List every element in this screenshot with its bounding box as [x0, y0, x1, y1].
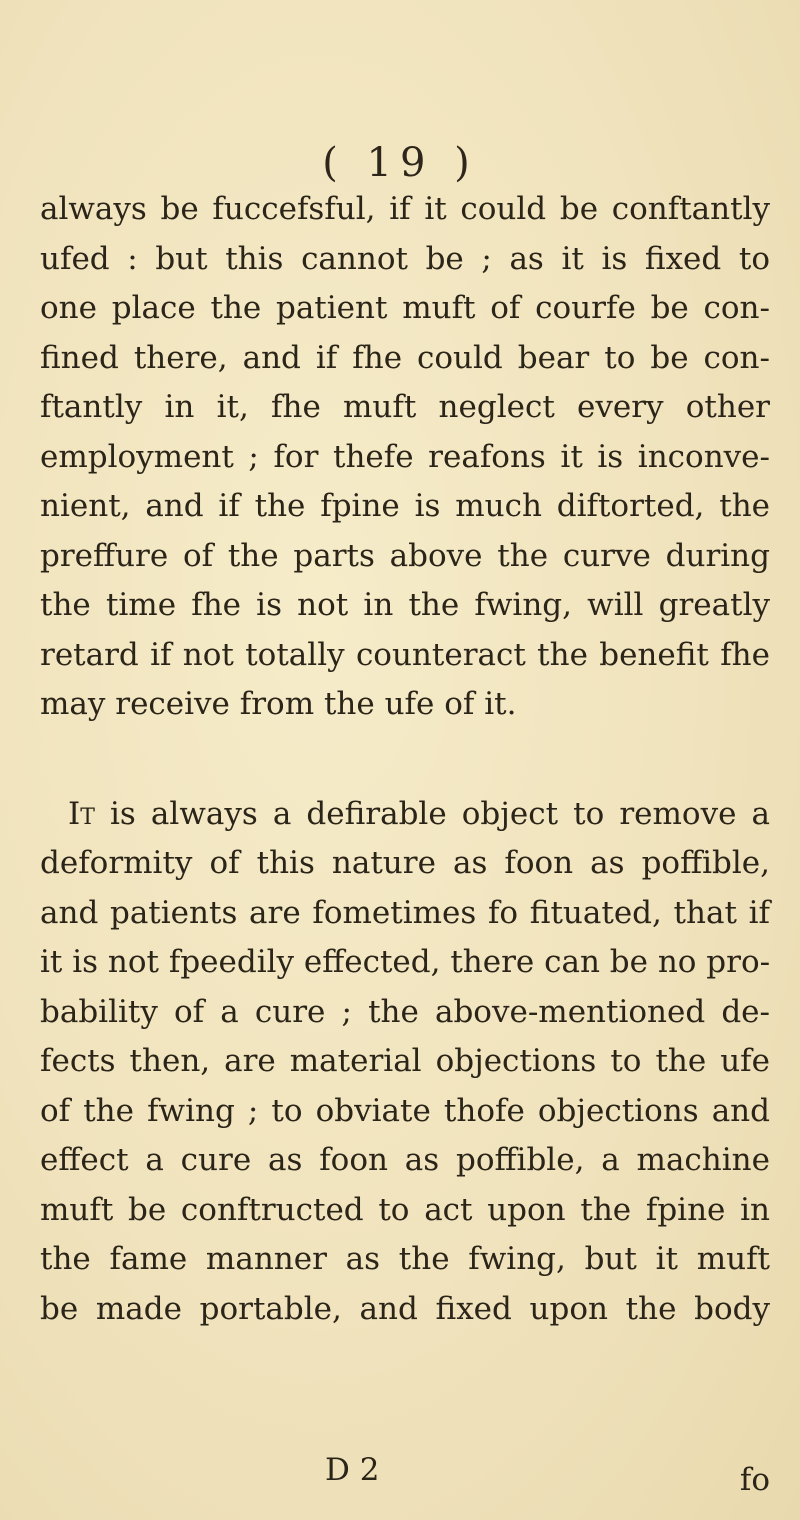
text-line: deformity of this nature as foon as poffible, [40, 845, 770, 881]
text-line-rest: is always a defirable object to remove a [94, 795, 770, 832]
text-line: be made portable, and fixed upon the body [40, 1290, 770, 1327]
text-line: may receive from the ufe of it. [40, 686, 517, 722]
paragraph-1 [40, 185, 770, 730]
text-line: muft be conftructed to act upon the fpine in [40, 1191, 770, 1228]
catchword: fo [739, 1462, 770, 1498]
text-line: nient, and if the fpine is much diftorted, the [40, 488, 770, 524]
paragraph-2 [40, 790, 770, 1335]
page-footer [0, 1452, 800, 1502]
text-line: and patients are fometimes fo fituated, that if [40, 894, 770, 931]
text-line: one place the patient muft of courfe be con- [40, 290, 770, 326]
text-line-first [40, 790, 770, 840]
paragraph-lead-word: It [68, 795, 95, 832]
text-line: bability of a cure ; the above-mentioned de- [40, 993, 770, 1030]
text-line: ftantly in it, fhe muft neglect every other [40, 389, 770, 425]
text-line: always be fuccefsful, if it could be conftantly [40, 191, 770, 227]
text-line: fined there, and if fhe could bear to be con- [40, 339, 770, 376]
page-number: ( 19 ) [322, 140, 478, 186]
text-line: of the fwing ; to obviate thofe objections and [40, 1092, 770, 1129]
signature-mark: D 2 [325, 1452, 380, 1488]
page-body [40, 185, 770, 1334]
text-line: preffure of the parts above the curve during [40, 537, 770, 574]
paragraph-gap [40, 730, 770, 790]
text-line: fects then, are material objections to the ufe [40, 1043, 770, 1079]
text-line: the time fhe is not in the fwing, will greatly [40, 587, 770, 623]
text-line: employment ; for thefe reafons it is inconve- [40, 438, 770, 475]
text-line: retard if not totally counteract the benefit fhe [40, 636, 770, 673]
text-line: effect a cure as foon as poffible, a machine [40, 1142, 770, 1178]
text-line: it is not fpeedily effected, there can be no pro- [40, 944, 771, 980]
text-line: the fame manner as the fwing, but it muft [40, 1241, 770, 1277]
text-line: ufed : but this cannot be ; as it is fixed to [40, 240, 770, 277]
